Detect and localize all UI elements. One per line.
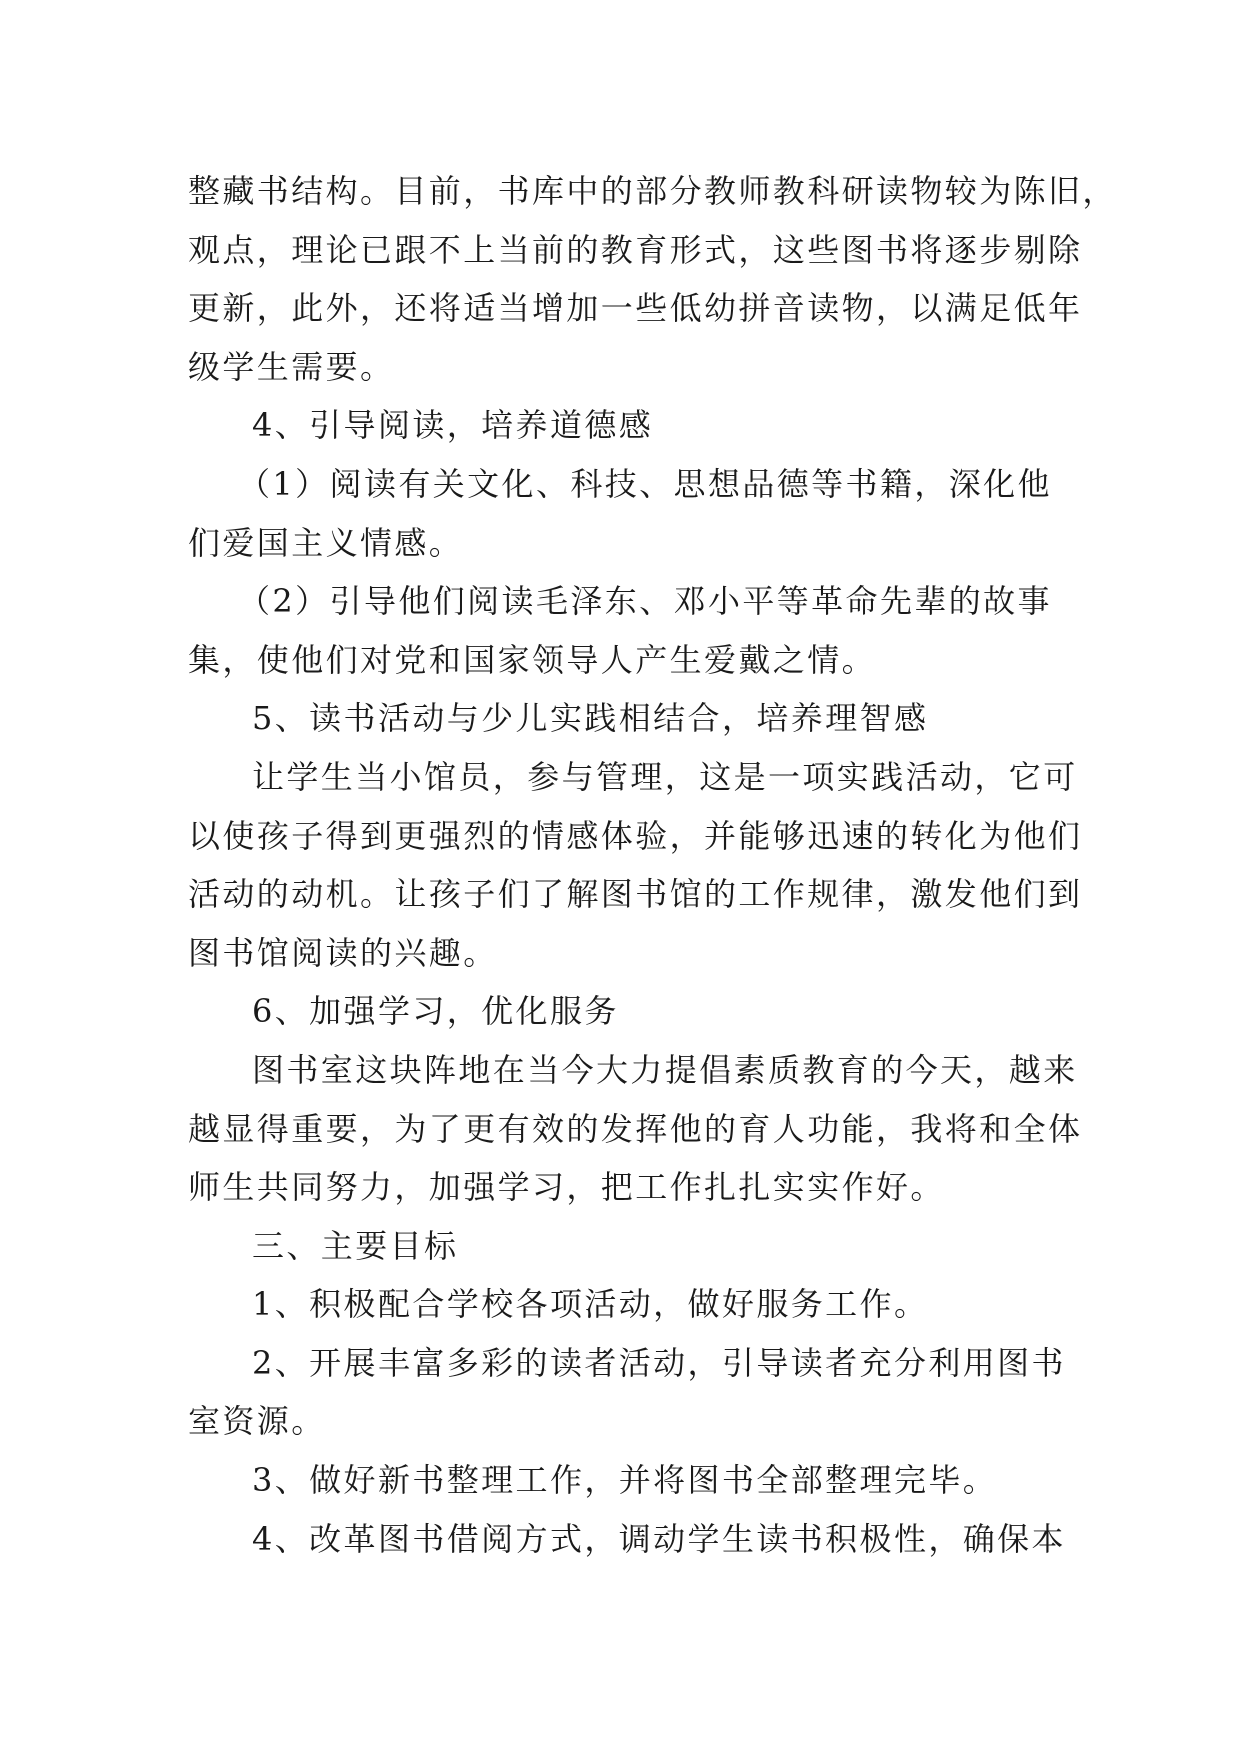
section-heading: 6、加强学习，优化服务: [252, 992, 619, 1031]
list-item: 2、开展丰富多彩的读者活动，引导读者充分利用图书: [252, 1343, 1066, 1382]
paragraph-line: 图书馆阅读的兴趣。: [188, 933, 498, 972]
list-item: 1、积极配合学校各项活动，做好服务工作。: [252, 1285, 929, 1324]
list-item: 4、改革图书借阅方式，调动学生读书积极性，确保本: [252, 1519, 1066, 1558]
section-heading: 三、主要目标: [252, 1226, 459, 1265]
paragraph-line: 以使孩子得到更强烈的情感体验，并能够迅速的转化为他们: [188, 816, 1083, 855]
section-heading: 4、引导阅读，培养道德感: [252, 406, 654, 445]
paragraph-line: 们爱国主义情感。: [188, 523, 464, 562]
paragraph-line: 让学生当小馆员，参与管理，这是一项实践活动，它可: [252, 757, 1078, 796]
list-item: 3、做好新书整理工作，并将图书全部整理完毕。: [252, 1461, 998, 1500]
document-body: [188, 162, 1117, 1568]
paragraph-line: （1）阅读有关文化、科技、思想品德等书籍，深化他: [238, 464, 1052, 503]
paragraph-line: 观点，理论已跟不上当前的教育形式，这些图书将逐步剔除: [188, 230, 1083, 269]
paragraph-line: 更新，此外，还将适当增加一些低幼拼音读物，以满足低年: [188, 289, 1083, 328]
paragraph-line: 图书室这块阵地在当今大力提倡素质教育的今天，越来: [252, 1050, 1078, 1089]
section-heading: 5、读书活动与少儿实践相结合，培养理智感: [252, 699, 929, 738]
paragraph-line: 越显得重要，为了更有效的发挥他的育人功能，我将和全体: [188, 1109, 1083, 1148]
list-item-continuation: 室资源。: [188, 1402, 326, 1441]
paragraph-line: 级学生需要。: [188, 347, 395, 386]
paragraph-line: 整藏书结构。目前，书库中的部分教师教科研读物较为陈旧，: [188, 172, 1117, 210]
paragraph-line: 师生共同努力，加强学习，把工作扎扎实实作好。: [188, 1168, 945, 1207]
paragraph-line: 活动的动机。让孩子们了解图书馆的工作规律，激发他们到: [188, 875, 1083, 914]
paragraph-line: 集，使他们对党和国家领导人产生爱戴之情。: [188, 640, 877, 679]
paragraph-line: （2）引导他们阅读毛泽东、邓小平等革命先辈的故事: [238, 582, 1052, 621]
